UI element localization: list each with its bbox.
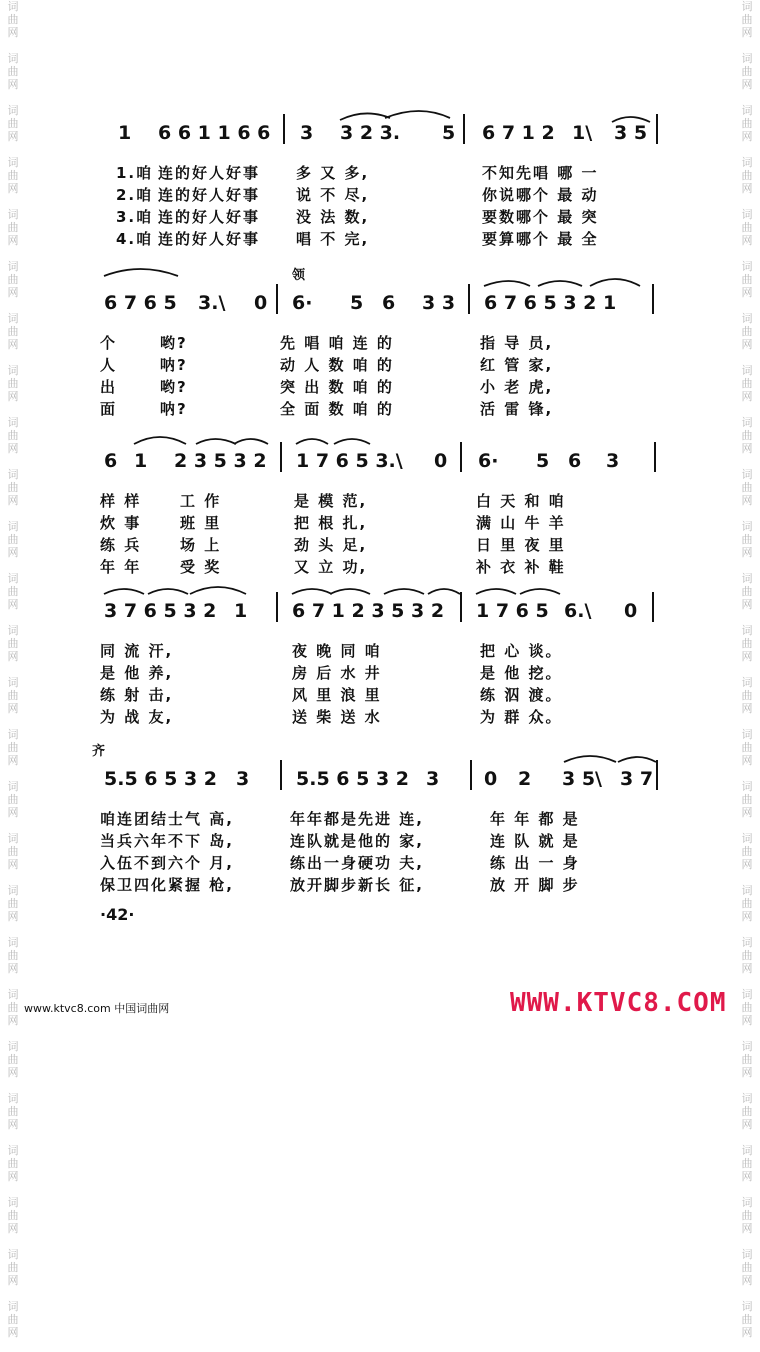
note-5: 5 — [350, 292, 364, 314]
note-group-1765: 1 7 6 5 — [476, 600, 549, 622]
note-group-1765: 1 7 6 5 3.\ — [296, 450, 403, 472]
slur — [538, 281, 582, 286]
lyric-segment: 满 山 牛 羊 — [476, 514, 566, 532]
lyric-segment: 练 兵 — [100, 536, 142, 554]
note-3: 3 — [236, 768, 250, 790]
note-5: 5 — [536, 450, 550, 472]
lyric-segment: 指 导 员, — [480, 334, 554, 352]
slur — [340, 113, 390, 120]
lyric-segment: 是 他 挖。 — [480, 664, 563, 682]
note-1: 1 — [234, 600, 248, 622]
lyric-segment: 年 年 都 是 — [490, 810, 580, 828]
lyric-segment: 连的好人好事 — [158, 208, 261, 226]
lyric-segment: 连 队 就 是 — [490, 832, 580, 850]
lyric-segment: 呐? — [160, 400, 188, 418]
note-group-35: 3 5 — [614, 122, 648, 144]
lyric-segment: 1.咱 — [116, 164, 154, 182]
lyric-segment: 小 老 虎, — [480, 378, 554, 396]
lyric-segment: 炊 事 — [100, 514, 142, 532]
note-3: 3 — [300, 122, 314, 144]
lyric-segment: 连的好人好事 — [158, 186, 261, 204]
lyric-segment: 为 群 众。 — [480, 708, 563, 726]
lyric-segment: 要算哪个 最 全 — [482, 230, 599, 248]
lyric-segment: 是 模 范, — [294, 492, 368, 510]
lyric-segment: 红 管 家, — [480, 356, 554, 374]
lyric-segment: 是 他 养, — [100, 664, 174, 682]
slur — [296, 439, 328, 444]
note-group-6765b: 6 7 6 5 3 2 1 — [484, 292, 617, 314]
note-1: 1 — [118, 122, 132, 144]
rest-0: 0 — [254, 292, 268, 314]
lyric-segment: 工 作 — [180, 492, 222, 510]
lyric-segment: 连队就是他的 家, — [290, 832, 424, 850]
slur — [334, 439, 370, 444]
lyric-segment: 为 战 友, — [100, 708, 174, 726]
note-group-35: 3 5\ — [562, 768, 602, 790]
note-6: 6 — [382, 292, 396, 314]
note-group-23532: 2 3 5 3 2 — [174, 450, 267, 472]
lyric-segment: 要数哪个 最 突 — [482, 208, 599, 226]
footer-site-text: www.ktvc8.com 中国词曲网 — [24, 1002, 170, 1015]
slur — [190, 587, 246, 594]
lyric-segment: 年年都是先进 连, — [290, 810, 424, 828]
footer-site-logo: WWW.KTVC8.COM — [510, 988, 727, 1018]
lyric-segment: 劲 头 足, — [294, 536, 368, 554]
note-1b: 1\ — [572, 122, 593, 144]
slur — [196, 439, 236, 444]
note-group-37: 3 7 — [620, 768, 654, 790]
lyric-segment: 说 不 尽, — [296, 186, 370, 204]
lyric-segment: 哟? — [160, 334, 188, 352]
note-6dot: 6· — [292, 292, 313, 314]
slur — [234, 439, 268, 444]
lyric-segment: 练出一身硬功 夫, — [290, 854, 424, 872]
note-group-6712: 6 7 1 2 — [482, 122, 555, 144]
note-3b: 3 — [426, 768, 440, 790]
lyric-segment: 练 出 一 身 — [490, 854, 580, 872]
note-6dot: 6· — [478, 450, 499, 472]
watermark-left: 词 曲 网 词 曲 网 词 曲 网 词 曲 网 词 曲 网 词 曲 网 词 曲 网 词 曲 网 词 曲 网 词 曲 网 词 曲 网 词 曲 网 词 曲 网 词 曲 网 词 曲 网 词 曲 网 词 曲 网 词 曲 网 词 曲 网 词 曲 网 词 曲 网 词 曲 网 词 曲 网 词 曲 网 词 曲 网 词 曲 网 — [7, 0, 19, 1339]
note-5: 5 — [442, 122, 456, 144]
lyric-segment: 2.咱 — [116, 186, 154, 204]
lyric-segment: 动 人 数 咱 的 — [280, 356, 394, 374]
note-group-37653: 3 7 6 5 3 2 — [104, 600, 217, 622]
slur — [330, 589, 370, 594]
lyric-segment: 入伍不到六个 月, — [100, 854, 234, 872]
note-6dot: 6.\ — [564, 600, 592, 622]
slur — [384, 589, 424, 594]
slur — [428, 589, 460, 594]
slur — [484, 281, 530, 286]
note-group-323: 3 2 3. — [340, 122, 401, 144]
note-group-556532b: 5.5 6 5 3 2 — [296, 768, 409, 790]
lyric-segment: 唱 不 完, — [296, 230, 370, 248]
slur — [104, 589, 144, 594]
slur — [520, 589, 560, 594]
lyric-segment: 没 法 数, — [296, 208, 370, 226]
lyric-segment: 把 心 谈。 — [480, 642, 563, 660]
lyric-segment: 把 根 扎, — [294, 514, 368, 532]
lyric-segment: 日 里 夜 里 — [476, 536, 566, 554]
lyric-segment: 你说哪个 最 动 — [482, 186, 599, 204]
lyric-segment: 保卫四化紧握 枪, — [100, 876, 234, 894]
lyric-segment: 场 上 — [180, 536, 222, 554]
lyric-segment: 房 后 水 井 — [292, 664, 382, 682]
lyric-segment: 年 年 — [100, 558, 142, 576]
slur — [134, 437, 186, 444]
lyric-segment: 样 样 — [100, 492, 142, 510]
lyric-segment: 人 — [100, 356, 118, 374]
lyric-segment: 4.咱 — [116, 230, 154, 248]
note-group-33: 3 3 — [422, 292, 456, 314]
lyric-segment: 突 出 数 咱 的 — [280, 378, 394, 396]
slurs — [104, 111, 656, 762]
lyric-segment: 送 柴 送 水 — [292, 708, 382, 726]
slur — [590, 279, 640, 286]
slur — [618, 757, 656, 762]
page-number: ·42· — [100, 905, 135, 924]
lyric-segment: 先 唱 咱 连 的 — [280, 334, 394, 352]
lyric-segment: 当兵六年不下 岛, — [100, 832, 234, 850]
lyric-segment: 夜 晚 同 咱 — [292, 642, 382, 660]
lyric-segment: 个 — [100, 334, 118, 352]
note-6: 6 — [104, 450, 118, 472]
lyric-segment: 面 — [100, 400, 118, 418]
lyric-segment: 风 里 浪 里 — [292, 686, 382, 704]
lyric-segment: 又 立 功, — [294, 558, 368, 576]
note-1: 1 — [134, 450, 148, 472]
lyric-segment: 连的好人好事 — [158, 230, 261, 248]
watermark-right: 词 曲 网 词 曲 网 词 曲 网 词 曲 网 词 曲 网 词 曲 网 词 曲 网 词 曲 网 词 曲 网 词 曲 网 词 曲 网 词 曲 网 词 曲 网 词 曲 网 词 曲 网 词 曲 网 词 曲 网 词 曲 网 词 曲 网 词 曲 网 词 曲 网 词 曲 网 词 曲 网 词 曲 网 词 曲 网 词 曲 网 — [741, 0, 753, 1339]
lyric-segment: 白 天 和 咱 — [476, 492, 566, 510]
lyric-segment: 活 雷 锋, — [480, 400, 554, 418]
note-group-556532: 5.5 6 5 3 2 — [104, 768, 217, 790]
lyric-segment: 哟? — [160, 378, 188, 396]
lyric-segment: 受 奖 — [180, 558, 222, 576]
note-group-6712353: 6 7 1 2 3 5 3 2 — [292, 600, 445, 622]
note-6: 6 — [568, 450, 582, 472]
lyric-segment: 出 — [100, 378, 118, 396]
slur — [104, 269, 178, 276]
rest-0: 0 — [624, 600, 638, 622]
section-marker-lead: 领 — [292, 268, 306, 283]
lyric-segment: 练 泅 渡。 — [480, 686, 563, 704]
lyric-segment: 多 又 多, — [296, 164, 370, 182]
lyric-segment: 咱连团结士气 高, — [100, 810, 234, 828]
lyric-segment: 同 流 汗, — [100, 642, 174, 660]
rest-0: 0 — [484, 768, 498, 790]
slur — [476, 589, 516, 594]
lyric-segment: 3.咱 — [116, 208, 154, 226]
slur — [292, 589, 332, 594]
lyric-segment: 全 面 数 咱 的 — [280, 400, 394, 418]
slur — [564, 756, 616, 762]
lyric-segment: 放 开 脚 步 — [490, 876, 580, 894]
section-marker-unison: 齐 — [92, 744, 106, 759]
lyric-segment: 呐? — [160, 356, 188, 374]
lyric-segment: 连的好人好事 — [158, 164, 261, 182]
note-group-661166: 6 6 1 1 6 6 — [158, 122, 271, 144]
lyric-segment: 补 衣 补 鞋 — [476, 558, 566, 576]
note-3dot: 3.\ — [198, 292, 226, 314]
lyric-segment: 不知先唱 哪 一 — [482, 164, 599, 182]
lyric-segment: 练 射 击, — [100, 686, 174, 704]
lyric-segment: 班 里 — [180, 514, 222, 532]
lyric-segment: 放开脚步新长 征, — [290, 876, 424, 894]
rest-0: 0 — [434, 450, 448, 472]
note-2: 2 — [518, 768, 532, 790]
slur — [612, 117, 650, 122]
note-3: 3 — [606, 450, 620, 472]
slur — [148, 589, 188, 594]
slur — [385, 111, 450, 118]
note-group-6765: 6 7 6 5 — [104, 292, 177, 314]
